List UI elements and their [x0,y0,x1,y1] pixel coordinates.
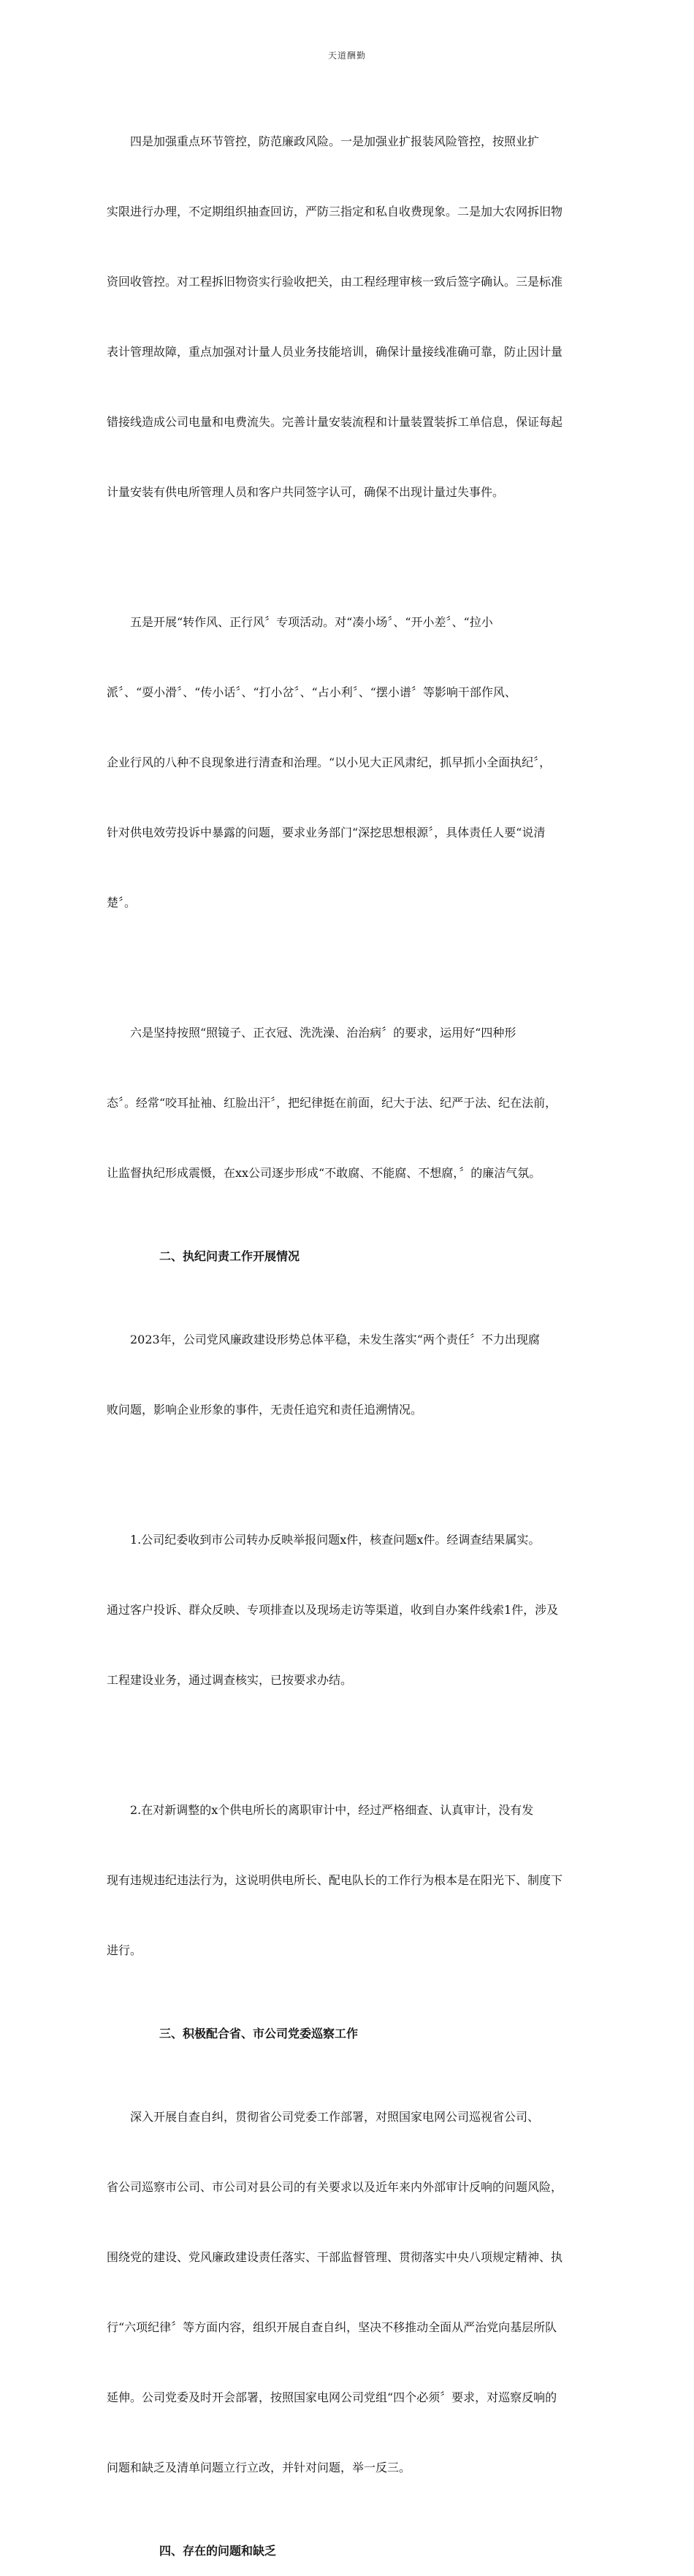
text-line: 错接线造成公司电量和电费流失。完善计量安装流程和计量装置装拆工单信息，保证每起 [107,415,563,429]
paragraph-key-link-control [107,83,589,551]
text-line: 深入开展自查自纠，贯彻省公司党委工作部署，对照国家电网公司巡视省公司、 [130,2110,540,2124]
text-line: 态〞。经常“咬耳扯袖、红脸出汗〞，把纪律挺在前面，纪大于法、纪严于法、纪在法前， [107,1096,557,1110]
text-line: 围绕党的建设、党风廉政建设责任落实、干部监督管理、贯彻落实中央八项规定精神、执 [107,2250,563,2264]
section-heading-4: 四、存在的问题和缺乏 [159,2544,277,2558]
text-line: 派〞、“耍小滑〞、“传小话〞、“打小岔〞、“占小利〞、“摆小谱〞等影响干部作风、 [107,685,516,699]
paragraph-four-forms [107,975,589,1232]
text-line: 资回收管控。对工程拆旧物资实行验收把关，由工程经理审核一致后签字确认。三是标准 [107,275,563,289]
text-line: 延伸。公司党委及时开会部署，按照国家电网公司党组“四个必须〞要求，对巡察反响的 [107,2390,557,2404]
page-header: 天道酬勤 [327,50,366,61]
paragraph-item-2 [107,1752,589,2009]
paragraph-inspection [107,2059,589,2526]
text-line: 2.在对新调整的x个供电所长的离职审计中，经过严格细查、认真审计，没有发 [130,1803,534,1817]
text-line: 企业行风的八种不良现象进行清查和治理。“以小见大正风肃纪，抓早抓小全面执纪〞， [107,755,552,769]
text-line: 表计管理故障，重点加强对计量人员业务技能培训，确保计量接线准确可靠，防止因计量 [107,345,563,359]
text-line: 省公司巡察市公司、市公司对县公司的有关要求以及近年来内外部审计反响的问题风险， [107,2180,563,2194]
text-line: 楚〞。 [107,896,137,910]
text-line: 针对供电效劳投诉中暴露的问题，要求业务部门“深挖思想根源〞，具体责任人要“说清 [107,826,546,839]
text-line: 实限进行办理，不定期组织抽查回访，严防三指定和私自收费现象。二是加大农网拆旧物 [107,205,563,218]
text-line: 五是开展“转作风、正行风〞专项活动。对“凑小场〞、“开小差〞、“拉小 [130,615,493,629]
document-body [107,83,589,2576]
text-line: 让监督执纪形成震慑，在xx公司逐步形成“不敢腐、不能腐、不想腐，〞的廉洁气氛。 [107,1166,541,1180]
section-heading-2: 二、执纪问责工作开展情况 [159,1249,300,1263]
text-line: 六是坚持按照“照镜子、正衣冠、洗洗澡、治治病〞的要求，运用好“四种形 [130,1026,516,1040]
paragraph-item-1 [107,1482,589,1739]
text-line: 败问题，影响企业形象的事件，无责任追究和责任追溯情况。 [107,1403,423,1417]
section-heading-3: 三、积极配合省、市公司党委巡察工作 [159,2027,359,2040]
text-line: 工程建设业务，通过调查核实，已按要求办结。 [107,1673,353,1687]
text-line: 1.公司纪委收到市公司转办反映举报问题x件，核查问题x件。经调查结果属实。 [130,1533,541,1547]
text-line: 现有违规违纪违法行为，这说明供电所长、配电队长的工作行为根本是在阳光下、制度下 [107,1873,563,1887]
text-line: 行“六项纪律〞等方面内容，组织开展自查自纠，坚决不移推动全面从严治党向基层所队 [107,2320,557,2334]
text-line: 四是加强重点环节管控，防范廉政风险。一是加强业扩报装风险管控，按照业扩 [130,134,540,148]
paragraph-style-campaign [107,564,589,961]
text-line: 问题和缺乏及清单问题立行立改，并针对问题，举一反三。 [107,2461,411,2474]
text-line: 2023年，公司党风廉政建设形势总体平稳，未发生落实“两个责任〞不力出现腐 [130,1333,540,1346]
text-line: 通过客户投诉、群众反映、专项排查以及现场走访等渠道，收到自办案件线索1件，涉及 [107,1603,559,1617]
text-line: 进行。 [107,1943,142,1957]
text-line: 计量安装有供电所管理人员和客户共同签字认可，确保不出现计量过失事件。 [107,485,505,499]
paragraph-overall-situation [107,1281,589,1468]
